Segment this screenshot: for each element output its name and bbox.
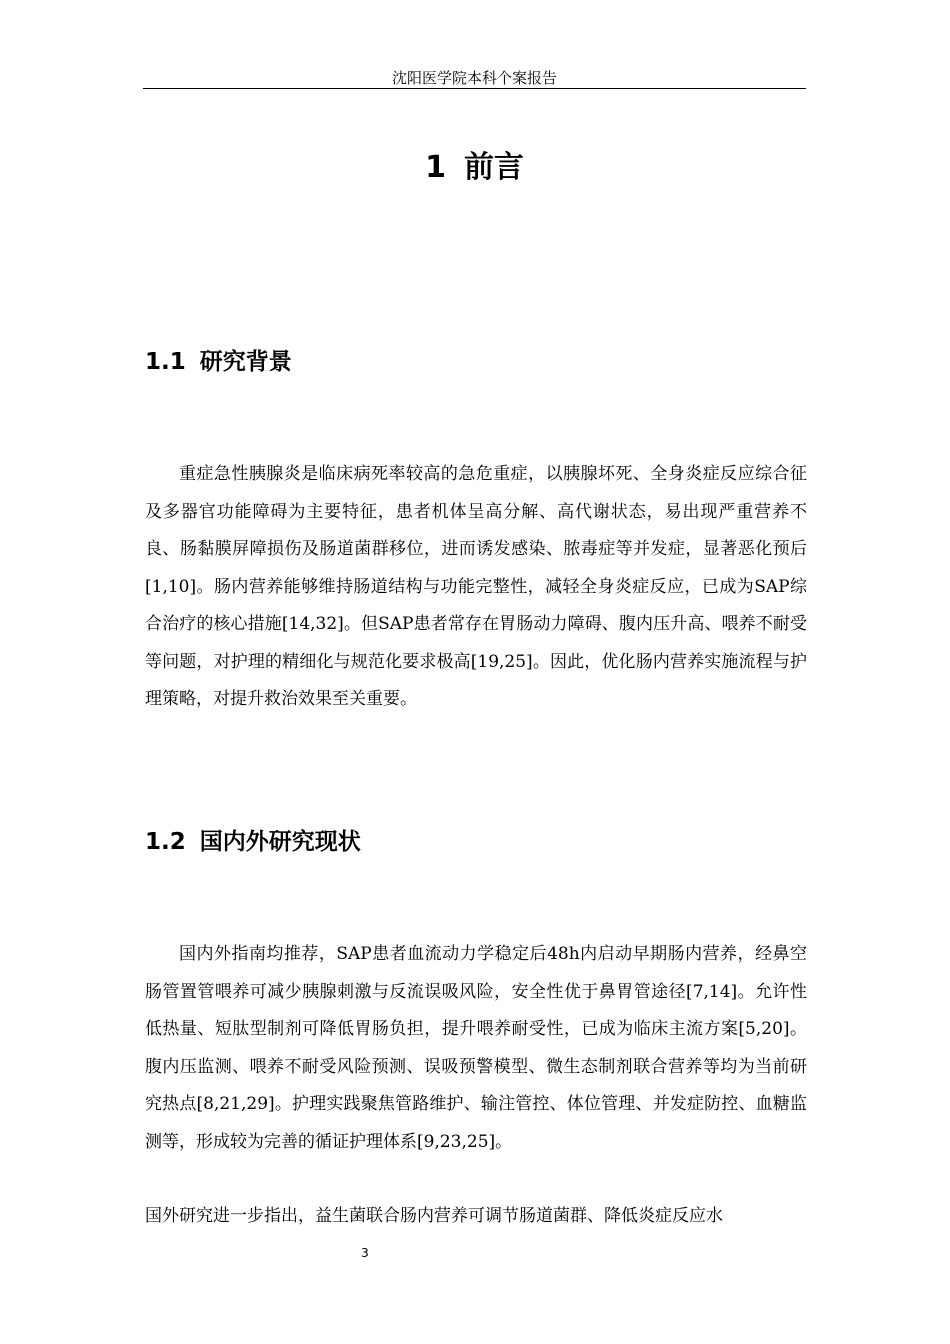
section-heading-background xyxy=(145,345,292,379)
section-number: 1.1 xyxy=(145,349,186,375)
section-number: 1.2 xyxy=(145,829,186,855)
research-status-paragraph: 国内外指南均推荐，SAP患者血流动力学稳定后48h内启动早期肠内营养，经鼻空肠管置管喂养可减少胰腺刺激与反流误吸风险，安全性优于鼻胃管途径[7,14]。允许性低热量、短肽型制剂可降低胃肠负担，提升喂养耐受性，已成为临床主流方案[5,20]。腹内压监测、喂养不耐受风险预测、误吸预警模型、微生态制剂联合营养等均为当前研究热点[8,21,29]。护理实践聚焦管路维护、输注管控、体位管理、并发症防控、血糖监测等，形成较为完善的循证护理体系[9,23,25]。 xyxy=(145,944,807,1152)
running-header: 沈阳医学院本科个案报告 xyxy=(391,69,557,87)
chapter-number: 1 xyxy=(425,150,446,185)
section-heading-research-status xyxy=(145,825,361,859)
page-number: 3 xyxy=(361,1246,369,1260)
background-paragraph: 重症急性胰腺炎是临床病死率较高的急危重症，以胰腺坏死、全身炎症反应综合征及多器官功能障碍为主要特征，患者机体呈高分解、高代谢状态，易出现严重营养不良、肠黏膜屏障损伤及肠道菌群移位，进而诱发感染、脓毒症等并发症，显著恶化预后[1,10]。肠内营养能够维持肠道结构与功能完整性，减轻全身炎症反应，已成为SAP综合治疗的核心措施[14,32]。但SAP患者常存在胃肠动力障碍、腹内压升高、喂养不耐受等问题，对护理的精细化与规范化要求极高[19,25]。因此，优化肠内营养实施流程与护理策略，对提升救治效果至关重要。 xyxy=(145,464,807,709)
section-title: 研究背景 xyxy=(199,349,292,375)
research-status-paragraph-continued: 国外研究进一步指出，益生菌联合肠内营养可调节肠道菌群、降低炎症反应水 xyxy=(145,1206,723,1226)
header-rule xyxy=(143,88,806,89)
chapter-title xyxy=(143,146,806,190)
chapter-title-text: 前言 xyxy=(463,150,524,185)
section-title: 国内外研究现状 xyxy=(199,829,361,855)
